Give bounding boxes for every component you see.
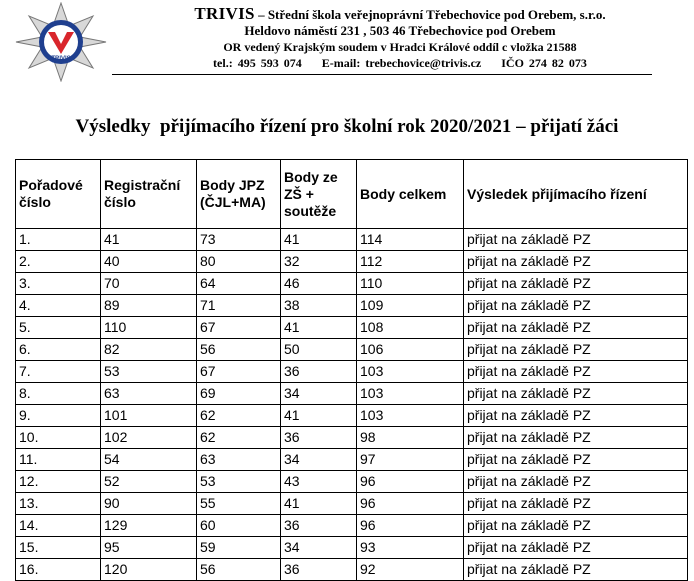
ico: IČO 274 82 073 [501, 56, 587, 70]
table-cell: 103 [357, 383, 464, 405]
table-cell: 2. [16, 251, 101, 273]
table-cell: 4. [16, 295, 101, 317]
table-cell: 103 [357, 361, 464, 383]
table-header-row [16, 160, 688, 229]
table-cell: 36 [281, 559, 357, 581]
table-cell: přijat na základě PZ [464, 339, 688, 361]
table-cell: 67 [197, 361, 281, 383]
table-row [16, 229, 688, 251]
phone: tel.: 495 593 074 [213, 56, 302, 70]
table-cell: 56 [197, 339, 281, 361]
table-cell: 10. [16, 427, 101, 449]
table-row [16, 273, 688, 295]
table-cell: 7. [16, 361, 101, 383]
table-row [16, 449, 688, 471]
table-cell: 108 [357, 317, 464, 339]
table-cell: 40 [101, 251, 197, 273]
table-row [16, 515, 688, 537]
table-cell: 46 [281, 273, 357, 295]
table-cell: 96 [357, 471, 464, 493]
table-cell: 96 [357, 515, 464, 537]
table-cell: 80 [197, 251, 281, 273]
table-cell: přijat na základě PZ [464, 471, 688, 493]
table-cell: přijat na základě PZ [464, 383, 688, 405]
table-row [16, 471, 688, 493]
table-cell: 82 [101, 339, 197, 361]
table-row [16, 339, 688, 361]
table-cell: 96 [357, 493, 464, 515]
column-header: Výsledek přijímacího řízení [464, 160, 688, 229]
table-cell: přijat na základě PZ [464, 273, 688, 295]
table-cell: 9. [16, 405, 101, 427]
header-divider [112, 74, 652, 75]
column-header: Pořadové číslo [16, 160, 101, 229]
column-header: Body celkem [357, 160, 464, 229]
table-cell: 41 [281, 405, 357, 427]
table-cell: 120 [101, 559, 197, 581]
table-cell: 56 [197, 559, 281, 581]
logo-text: TRIVIS [51, 56, 71, 62]
table-row [16, 559, 688, 581]
column-header: Body ze ZŠ + soutěže [281, 160, 357, 229]
table-cell: přijat na základě PZ [464, 493, 688, 515]
table-cell: 64 [197, 273, 281, 295]
table-cell: 106 [357, 339, 464, 361]
table-row [16, 361, 688, 383]
table-cell: 13. [16, 493, 101, 515]
table-cell: 92 [357, 559, 464, 581]
table-cell: 62 [197, 427, 281, 449]
table-cell: přijat na základě PZ [464, 515, 688, 537]
table-cell: 55 [197, 493, 281, 515]
table-cell: 32 [281, 251, 357, 273]
table-cell: 36 [281, 515, 357, 537]
letterhead [112, 6, 688, 71]
results-table [15, 159, 688, 581]
table-cell: 110 [101, 317, 197, 339]
table-cell: 11. [16, 449, 101, 471]
table-cell: 36 [281, 361, 357, 383]
table-cell: přijat na základě PZ [464, 537, 688, 559]
table-cell: 63 [197, 449, 281, 471]
table-cell: 70 [101, 273, 197, 295]
table-cell: 93 [357, 537, 464, 559]
table-cell: 16. [16, 559, 101, 581]
table-cell: 114 [357, 229, 464, 251]
table-row [16, 295, 688, 317]
table-cell: 43 [281, 471, 357, 493]
table-cell: 52 [101, 471, 197, 493]
school-name: – Střední škola veřejnoprávní Třebechovice pod Orebem, s.r.o. [254, 7, 606, 22]
table-row [16, 317, 688, 339]
table-cell: 129 [101, 515, 197, 537]
table-cell: přijat na základě PZ [464, 449, 688, 471]
star-badge-icon [14, 2, 108, 82]
table-cell: přijat na základě PZ [464, 317, 688, 339]
table-cell: 63 [101, 383, 197, 405]
table-cell: přijat na základě PZ [464, 229, 688, 251]
table-cell: 12. [16, 471, 101, 493]
table-cell: 59 [197, 537, 281, 559]
table-cell: 6. [16, 339, 101, 361]
table-cell: 110 [357, 273, 464, 295]
school-logo [14, 2, 108, 82]
registry-info: OR vedený Krajským soudem v Hradci Králové oddíl c vložka 21588 [223, 40, 577, 54]
table-row [16, 427, 688, 449]
table-cell: 71 [197, 295, 281, 317]
table-cell: 36 [281, 427, 357, 449]
school-address: Heldovo náměstí 231 , 503 46 Třebechovice pod Orebem [244, 23, 556, 38]
brand-name: TRIVIS [194, 4, 255, 23]
table-row [16, 251, 688, 273]
table-cell: 53 [101, 361, 197, 383]
column-header: Registrační číslo [101, 160, 197, 229]
table-cell: 5. [16, 317, 101, 339]
table-cell: 34 [281, 383, 357, 405]
table-row [16, 405, 688, 427]
table-cell: 67 [197, 317, 281, 339]
table-row [16, 383, 688, 405]
table-cell: 14. [16, 515, 101, 537]
table-cell: 15. [16, 537, 101, 559]
email[interactable]: E-mail: trebechovice@trivis.cz [321, 56, 482, 70]
contact-line [112, 55, 688, 71]
page-title: Výsledky přijímacího řízení pro školní rok 2020/2021 – přijatí žáci [75, 116, 619, 137]
table-cell: 54 [101, 449, 197, 471]
column-header: Body JPZ (ČJL+MA) [197, 160, 281, 229]
table-cell: 41 [281, 229, 357, 251]
table-cell: přijat na základě PZ [464, 251, 688, 273]
table-cell: 50 [281, 339, 357, 361]
table-cell: přijat na základě PZ [464, 559, 688, 581]
table-cell: 109 [357, 295, 464, 317]
table-cell: 73 [197, 229, 281, 251]
table-cell: 60 [197, 515, 281, 537]
table-cell: 34 [281, 537, 357, 559]
table-cell: přijat na základě PZ [464, 295, 688, 317]
table-row [16, 537, 688, 559]
table-cell: 41 [281, 317, 357, 339]
table-cell: 90 [101, 493, 197, 515]
table-cell: 112 [357, 251, 464, 273]
table-cell: 102 [101, 427, 197, 449]
table-cell: přijat na základě PZ [464, 405, 688, 427]
table-cell: 41 [101, 229, 197, 251]
table-cell: 38 [281, 295, 357, 317]
table-cell: přijat na základě PZ [464, 361, 688, 383]
school-name-line [112, 6, 688, 23]
table-cell: 95 [101, 537, 197, 559]
table-cell: 97 [357, 449, 464, 471]
table-cell: 1. [16, 229, 101, 251]
table-cell: 8. [16, 383, 101, 405]
table-cell: přijat na základě PZ [464, 427, 688, 449]
table-cell: 34 [281, 449, 357, 471]
table-cell: 101 [101, 405, 197, 427]
table-row [16, 493, 688, 515]
table-cell: 98 [357, 427, 464, 449]
table-cell: 89 [101, 295, 197, 317]
table-cell: 53 [197, 471, 281, 493]
table-cell: 103 [357, 405, 464, 427]
table-cell: 3. [16, 273, 101, 295]
table-cell: 41 [281, 493, 357, 515]
table-cell: 69 [197, 383, 281, 405]
table-cell: 62 [197, 405, 281, 427]
